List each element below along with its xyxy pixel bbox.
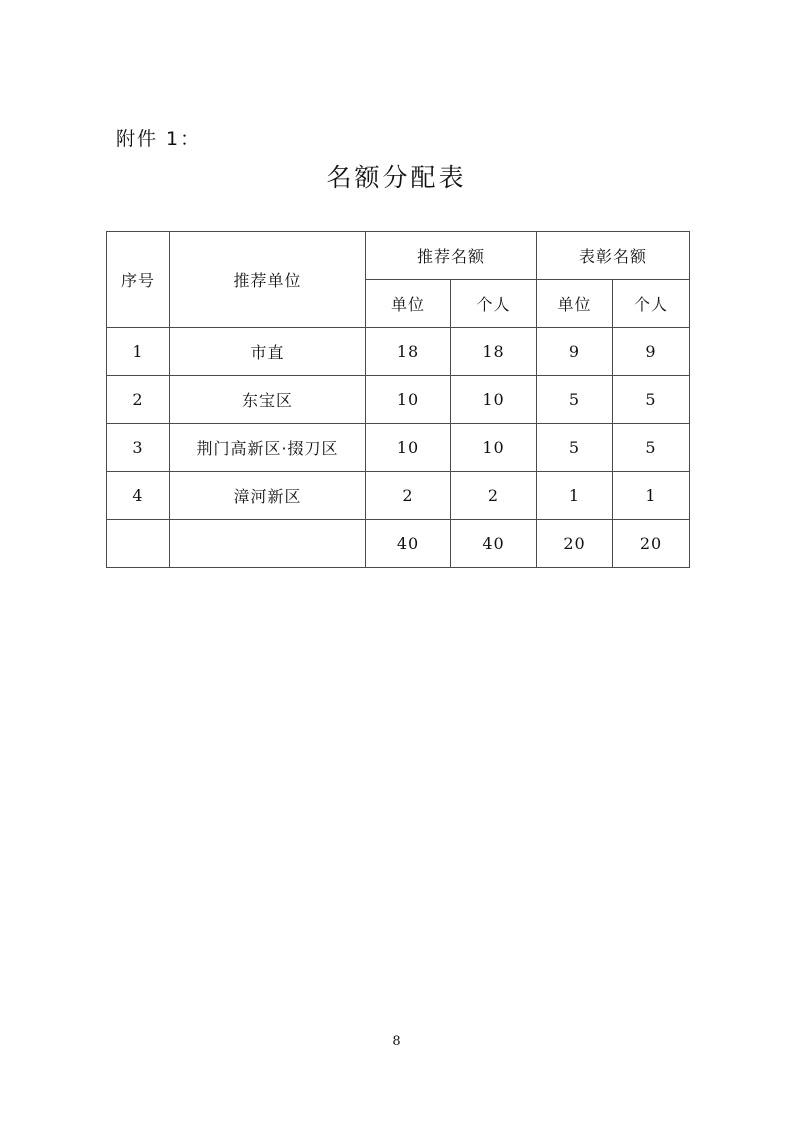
header-commended-quota: 表彰名额 <box>537 232 690 280</box>
header-com-person: 个人 <box>613 280 690 328</box>
cell-rec-unit: 10 <box>366 424 451 472</box>
table-row <box>107 472 690 520</box>
cell-rec-person: 10 <box>451 376 537 424</box>
cell-rec-person: 18 <box>451 328 537 376</box>
cell-index: 3 <box>107 424 170 472</box>
cell-index: 4 <box>107 472 170 520</box>
attachment-label: 附件 1： <box>116 128 202 150</box>
header-row-1 <box>107 232 690 280</box>
cell-total-rec-person: 40 <box>451 520 537 568</box>
cell-unit: 荆门高新区·掇刀区 <box>170 424 366 472</box>
header-com-unit: 单位 <box>537 280 613 328</box>
cell-index: 2 <box>107 376 170 424</box>
cell-total-unit <box>170 520 366 568</box>
cell-rec-unit: 18 <box>366 328 451 376</box>
cell-unit: 市直 <box>170 328 366 376</box>
total-row <box>107 520 690 568</box>
header-recommended-quota: 推荐名额 <box>366 232 537 280</box>
cell-com-unit: 9 <box>537 328 613 376</box>
cell-unit: 漳河新区 <box>170 472 366 520</box>
table-row <box>107 376 690 424</box>
cell-com-person: 1 <box>613 472 690 520</box>
quota-table <box>106 231 690 568</box>
cell-rec-unit: 2 <box>366 472 451 520</box>
cell-rec-unit: 10 <box>366 376 451 424</box>
table-body <box>107 328 690 568</box>
cell-unit: 东宝区 <box>170 376 366 424</box>
page-number: 8 <box>392 1034 401 1049</box>
table-row <box>107 328 690 376</box>
cell-com-unit: 5 <box>537 376 613 424</box>
cell-rec-person: 2 <box>451 472 537 520</box>
cell-total-com-unit: 20 <box>537 520 613 568</box>
cell-index: 1 <box>107 328 170 376</box>
cell-com-person: 5 <box>613 376 690 424</box>
page-title: 名额分配表 <box>326 163 467 192</box>
header-rec-person: 个人 <box>451 280 537 328</box>
cell-com-unit: 5 <box>537 424 613 472</box>
header-index: 序号 <box>107 232 170 328</box>
cell-com-unit: 1 <box>537 472 613 520</box>
header-rec-unit: 单位 <box>366 280 451 328</box>
cell-total-rec-unit: 40 <box>366 520 451 568</box>
header-unit: 推荐单位 <box>170 232 366 328</box>
table-row <box>107 424 690 472</box>
cell-rec-person: 10 <box>451 424 537 472</box>
table-header <box>107 232 690 328</box>
cell-com-person: 5 <box>613 424 690 472</box>
cell-total-com-person: 20 <box>613 520 690 568</box>
cell-total-index <box>107 520 170 568</box>
cell-com-person: 9 <box>613 328 690 376</box>
